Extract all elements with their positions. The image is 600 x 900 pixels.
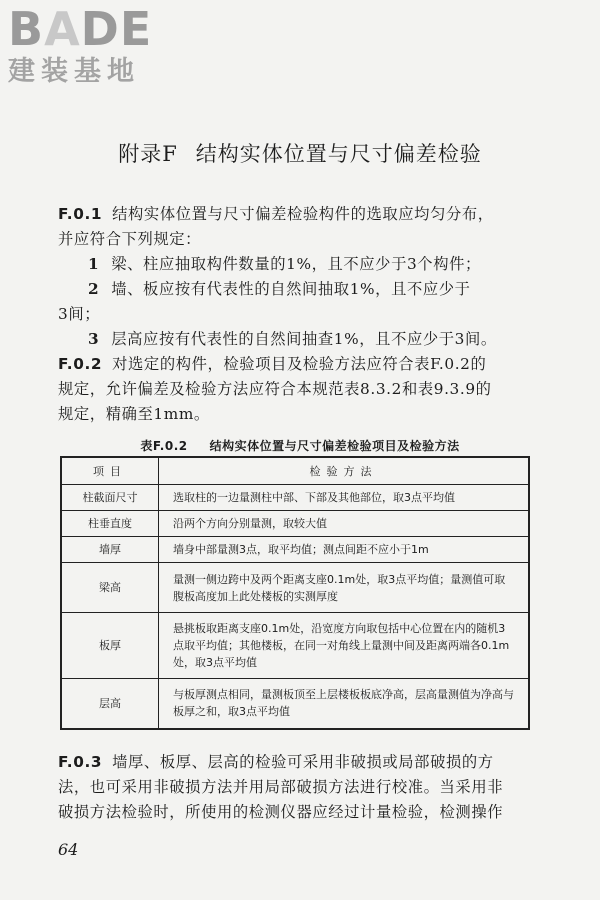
- header-item: 项目: [61, 457, 159, 485]
- page-number: 64: [58, 840, 79, 859]
- table-row: [61, 537, 529, 563]
- table-row: [61, 613, 529, 679]
- list-item: [58, 252, 532, 277]
- logo-letter: E: [119, 2, 153, 56]
- table-code: 表F.0.2: [140, 439, 188, 453]
- appendix-title-text: 结构实体位置与尺寸偏差检验: [195, 142, 482, 166]
- clause-text: 结构实体位置与尺寸偏差检验构件的选取应均匀分布，: [112, 205, 494, 223]
- cell-item: 梁高: [61, 563, 159, 613]
- item-number: 1: [88, 255, 100, 273]
- table-header-row: [61, 457, 529, 485]
- item-text: 墙、板应按有代表性的自然间抽取1%，且不应少于: [111, 280, 471, 298]
- cell-method: 选取柱的一边量测柱中部、下部及其他部位，取3点平均值: [159, 485, 530, 511]
- logo-subtitle: 建装基地: [8, 56, 140, 87]
- clause-f01: [58, 202, 532, 427]
- cell-method: 与板厚测点相同，量测板顶至上层楼板板底净高，层高量测值为净高与板厚之和，取3点平均值: [159, 679, 530, 729]
- table-row: [61, 563, 529, 613]
- cell-item: 墙厚: [61, 537, 159, 563]
- cell-method: 沿两个方向分别量测，取较大值: [159, 511, 530, 537]
- logo-letter: B: [8, 2, 45, 56]
- cell-item: 板厚: [61, 613, 159, 679]
- logo-letter: A: [44, 2, 81, 56]
- clause-f02-line: [58, 352, 532, 377]
- item-number: 2: [88, 280, 100, 298]
- clause-f03-line: [58, 750, 532, 775]
- cell-item: 柱垂直度: [61, 511, 159, 537]
- clause-number: F.0.1: [58, 205, 103, 223]
- cell-method: 悬挑板取距离支座0.1m处，沿宽度方向取包括中心位置在内的随机3点取平均值；其他楼板，在同一对角线上量测中间及距离两端各0.1m处，取3点平均值: [159, 613, 530, 679]
- clause-text: 墙厚、板厚、层高的检验可采用非破损或局部破损的方: [112, 753, 494, 771]
- table-title: 结构实体位置与尺寸偏差检验项目及检验方法: [209, 439, 460, 453]
- item-text: 层高应按有代表性的自然间抽查1%，且不应少于3间。: [111, 330, 497, 348]
- logo-letter: D: [80, 2, 120, 56]
- cell-item: 层高: [61, 679, 159, 729]
- cell-method: 量测一侧边跨中及两个距离支座0.1m处，取3点平均值；量测值可取腹板高度加上此处楼板的实测厚度: [159, 563, 530, 613]
- logo-wordmark: [8, 4, 178, 54]
- inspection-table: [60, 456, 530, 730]
- clause-text: 对选定的构件，检验项目及检验方法应符合表F.0.2的: [112, 355, 487, 373]
- item-number: 3: [88, 330, 100, 348]
- clause-f03-line: 法，也可采用非破损方法并用局部破损方法进行校准。当采用非: [58, 778, 504, 796]
- header-method: 检验方法: [159, 457, 530, 485]
- list-item: [58, 327, 532, 352]
- list-item: [58, 277, 532, 302]
- table-row: [61, 679, 529, 729]
- clause-f02-line: 规定，精确至1mm。: [58, 405, 210, 423]
- clause-f03-line: 破损方法检验时，所使用的检测仪器应经过计量检验，检测操作: [58, 803, 504, 821]
- bade-logo: [8, 4, 178, 88]
- table-row: [61, 485, 529, 511]
- clause-f02-line: 规定，允许偏差及检验方法应符合本规范表8.3.2和表9.3.9的: [58, 380, 492, 398]
- clause-number: F.0.3: [58, 753, 103, 771]
- clause-f01-line: 并应符合下列规定：: [58, 230, 202, 248]
- clause-f01-line: [58, 202, 532, 227]
- list-item-continuation: 3间；: [58, 305, 101, 323]
- item-text: 梁、柱应抽取构件数量的1%，且不应少于3个构件；: [111, 255, 481, 273]
- clause-number: F.0.2: [58, 355, 103, 373]
- appendix-code: 附录F: [118, 142, 178, 166]
- table-row: [61, 511, 529, 537]
- cell-item: 柱截面尺寸: [61, 485, 159, 511]
- appendix-title: [0, 138, 600, 168]
- cell-method: 墙身中部量测3点，取平均值；测点间距不应小于1m: [159, 537, 530, 563]
- clause-f03: [58, 750, 532, 825]
- table-caption: [0, 437, 600, 454]
